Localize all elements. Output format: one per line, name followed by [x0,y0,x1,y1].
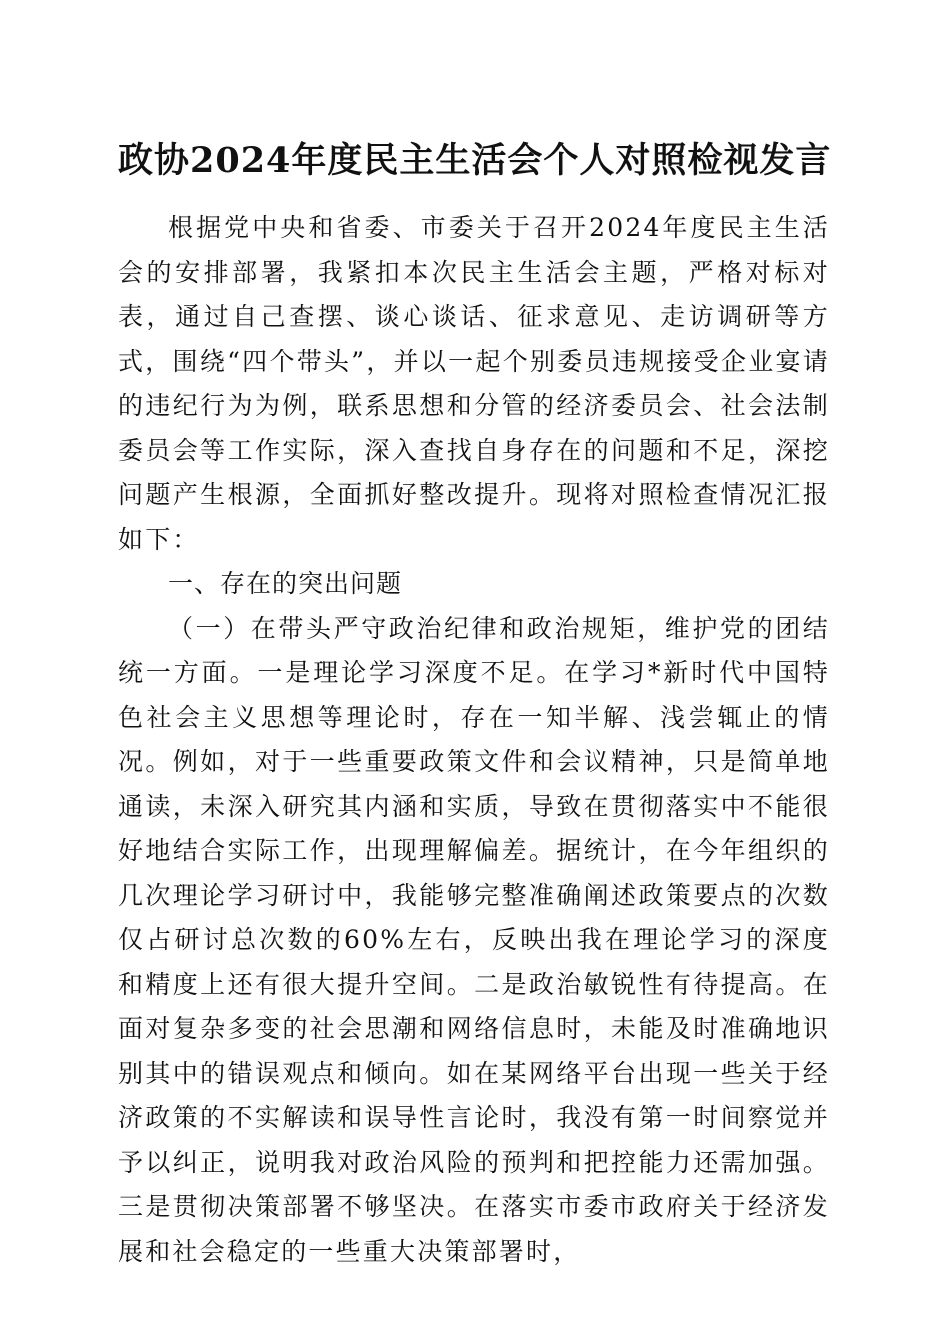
subsection-body: 一是理论学习深度不足。在学习*新时代中国特色社会主义思想等理论时，存在一知半解、浅尝辄止的情况。例如，对于一些重要政策文件和会议精神，只是简单地通读，未深入研究其内涵和实质，导致在贯彻落实中不能很好地结合实际工作，出现理解偏差。据统计，在今年组织的几次理论学习研讨中，我能够完整准确阐述政策要点的次数仅占研讨总次数的60%左右，反映出我在理论学习的深度和精度上还有很大提升空间。二是政治敏锐性有待提高。在面对复杂多变的社会思潮和网络信息时，未能及时准确地识别其中的错误观点和倾向。如在某网络平台出现一些关于经济政策的不实解读和误导性言论时，我没有第一时间察觉并予以纠正，说明我对政治风险的预判和把控能力还需加强。三是贯彻决策部署不够坚决。在落实市委市政府关于经济发展和社会稳定的一些重大决策部署时， [118,658,830,1266]
document-page [118,136,830,1274]
intro-paragraph: 根据党中央和省委、市委关于召开2024年度民主生活会的安排部署，我紧扣本次民主生活会主题，严格对标对表，通过自己查摆、谈心谈话、征求意见、走访调研等方式，围绕“四个带头”，并以一起个别委员违规接受企业宴请的违纪行为为例，联系思想和分管的经济委员会、社会法制委员会等工作实际，深入查找自身存在的问题和不足，深挖问题产生根源，全面抓好整改提升。现将对照检查情况汇报如下： [118,213,830,554]
document-title: 政协2024年度民主生活会个人对照检视发言 [118,140,832,181]
subsection-heading: （一）在带头严守政治纪律和政治规矩，维护党的团结统一方面。 [118,613,830,687]
section-heading: 一、存在的突出问题 [168,569,403,598]
subsection-paragraph [118,607,830,1275]
